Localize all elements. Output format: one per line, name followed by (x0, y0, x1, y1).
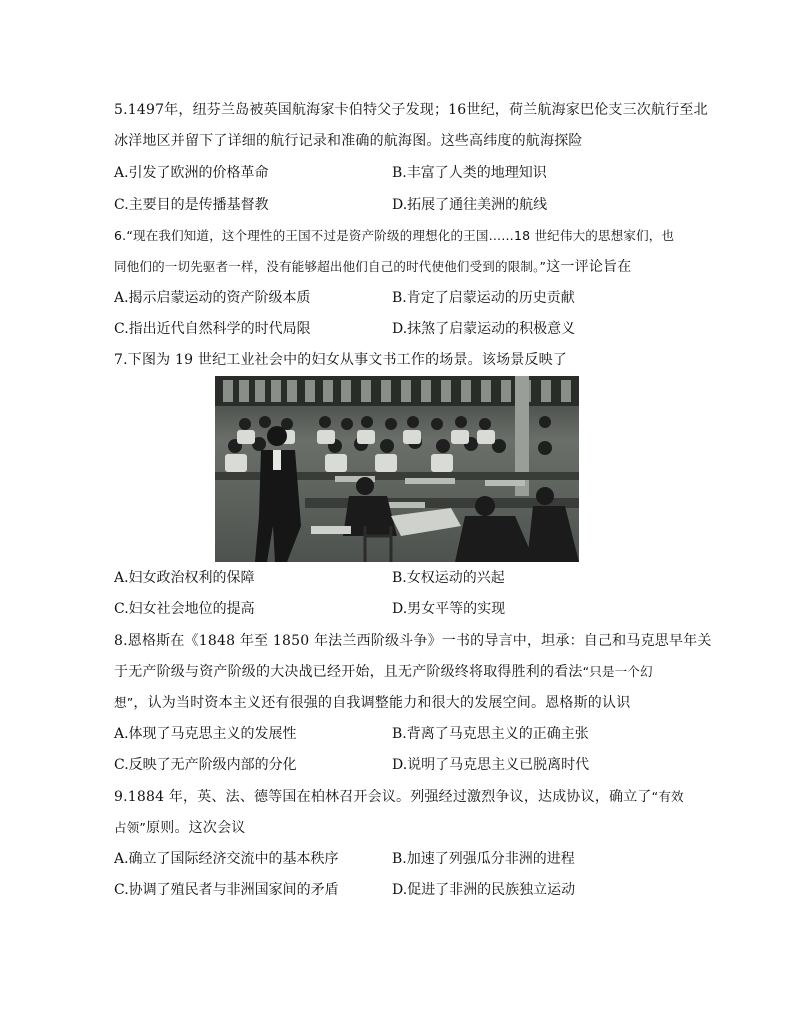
q5-stem-line-2: 冰洋地区并留下了详细的航行记录和准确的航海图。这些高纬度的航海探险 (114, 133, 583, 149)
q9-quote-start: “有效 (651, 789, 684, 804)
q5-option-d[interactable]: D.拓展了通往美洲的航线 (392, 197, 548, 213)
q5-option-c[interactable]: C.主要目的是传播基督教 (114, 197, 269, 213)
q9-option-d[interactable]: D.促进了非洲的民族独立运动 (392, 882, 576, 898)
q6-option-a[interactable]: A.揭示启蒙运动的资产阶级本质 (114, 290, 311, 306)
q9-option-a[interactable]: A.确立了国际经济交流中的基本秩序 (114, 851, 339, 867)
q9-stem-line-1 (114, 787, 684, 807)
q7-option-b[interactable]: B.女权运动的兴起 (392, 570, 505, 586)
q7-option-d[interactable]: D.男女平等的实现 (392, 601, 506, 617)
q6-stem-line-2 (114, 257, 631, 277)
q5-option-a[interactable]: A.引发了欧洲的价格革命 (114, 165, 269, 181)
q9-quote-end: 占领” (114, 820, 147, 835)
q9-stem-line-2 (114, 818, 245, 838)
q7-option-c[interactable]: C.妇女社会地位的提高 (114, 601, 255, 617)
q8-option-a[interactable]: A.体现了马克思主义的发展性 (114, 726, 297, 742)
q8-quote-start: “只是一个幻 (582, 664, 653, 679)
q8-stem-tail: ，认为当时资本主义还有很强的自我调整能力和很大的发展空间。恩格斯的认识 (133, 695, 631, 711)
q8-stem-line-2 (114, 662, 653, 682)
q6-option-c[interactable]: C.指出近代自然科学的时代局限 (114, 321, 311, 337)
q6-quote-end: 同他们的一切先驱者一样，没有能够超出他们自己的时代使他们受到的限制。” (114, 259, 547, 274)
q9-stem-tail: 原则。这次会议 (146, 820, 246, 836)
q5-stem-line-1: 5.1497年，纽芬兰岛被英国航海家卡伯特父子发现；16世纪，荷兰航海家巴伦支三次航行至北 (114, 102, 708, 118)
q8-stem-line-1: 8.恩格斯在《1848 年至 1850 年法兰西阶级斗争》一书的导言中，坦承：自己和马克思早年关 (114, 633, 712, 649)
q6-stem-tail: 这一评论旨在 (546, 259, 632, 275)
q8-stem-line-2-text: 于无产阶级与资产阶级的大决战已经开始，且无产阶级终将取得胜利的看法 (114, 664, 583, 680)
q5-option-b[interactable]: B.丰富了人类的地理知识 (392, 165, 547, 181)
q9-stem-head: 9.1884 年，英、法、德等国在柏林召开会议。列强经过激烈争议，达成协议，确立了 (114, 789, 652, 805)
q6-option-b[interactable]: B.肯定了启蒙运动的历史贡献 (392, 290, 575, 306)
q9-option-c[interactable]: C.协调了殖民者与非洲国家间的矛盾 (114, 882, 339, 898)
q8-stem-line-3 (114, 693, 630, 713)
office-women-photo (215, 376, 579, 562)
q6-option-d[interactable]: D.抹煞了启蒙运动的积极意义 (392, 321, 576, 337)
q7-option-a[interactable]: A.妇女政治权利的保障 (114, 570, 255, 586)
q8-option-b[interactable]: B.背离了马克思主义的正确主张 (392, 726, 589, 742)
q8-option-d[interactable]: D.说明了马克思主义已脱离时代 (392, 757, 590, 773)
q8-option-c[interactable]: C.反映了无产阶级内部的分化 (114, 757, 297, 773)
q7-stem-line-1: 7.下图为 19 世纪工业社会中的妇女从事文书工作的场景。该场景反映了 (114, 352, 568, 368)
q6-stem-line-1: 6.“现在我们知道，这个理性的王国不过是资产阶级的理想化的王国……18 世纪伟大的思想家们，也 (114, 228, 675, 243)
q8-quote-end: 想” (114, 695, 134, 710)
q9-option-b[interactable]: B.加速了列强瓜分非洲的进程 (392, 851, 575, 867)
